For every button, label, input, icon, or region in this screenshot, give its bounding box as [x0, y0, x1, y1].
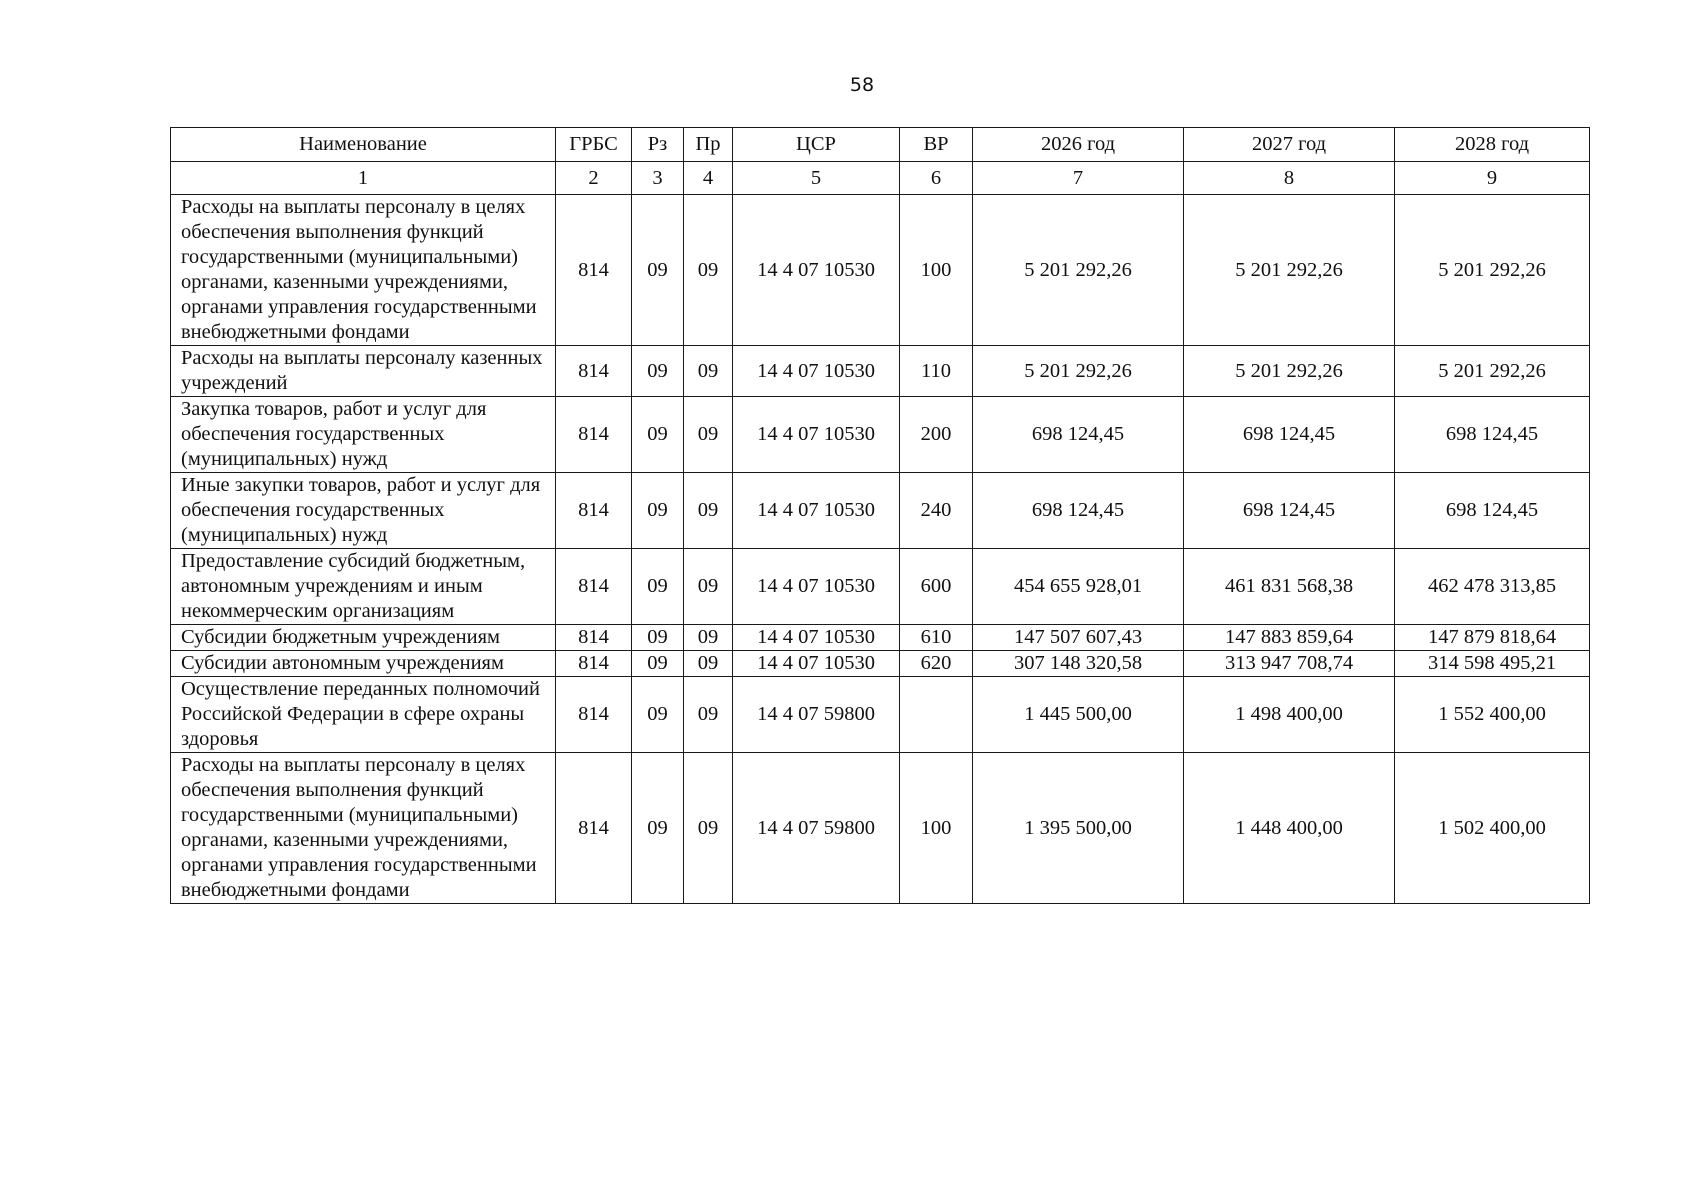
cell-grbs: 814: [556, 753, 632, 904]
cell-grbs: 814: [556, 473, 632, 549]
cell-amount-2027: 147 883 859,64: [1184, 625, 1395, 651]
cell-amount-2028: 698 124,45: [1395, 473, 1590, 549]
header-rz: Рз: [632, 128, 684, 162]
cell-rz: 09: [632, 677, 684, 753]
column-number: 8: [1184, 162, 1395, 195]
table-row: [171, 549, 1590, 625]
cell-rz: 09: [632, 473, 684, 549]
cell-name: Расходы на выплаты персоналу казенных учреждений: [171, 346, 556, 397]
table-body: [171, 162, 1590, 904]
cell-grbs: 814: [556, 397, 632, 473]
cell-name: Осуществление переданных полномочий Российской Федерации в сфере охраны здоровья: [171, 677, 556, 753]
column-number: 3: [632, 162, 684, 195]
cell-amount-2028: 314 598 495,21: [1395, 651, 1590, 677]
cell-csr: 14 4 07 10530: [733, 397, 900, 473]
cell-grbs: 814: [556, 195, 632, 346]
cell-vr: 100: [900, 753, 973, 904]
cell-amount-2027: 5 201 292,26: [1184, 346, 1395, 397]
cell-amount-2027: 1 448 400,00: [1184, 753, 1395, 904]
cell-amount-2027: 461 831 568,38: [1184, 549, 1395, 625]
cell-pr: 09: [684, 753, 733, 904]
column-number: 5: [733, 162, 900, 195]
column-number: 4: [684, 162, 733, 195]
cell-vr: [900, 677, 973, 753]
cell-name: Предоставление субсидий бюджетным, автономным учреждениям и иным некоммерческим организациям: [171, 549, 556, 625]
header-pr: Пр: [684, 128, 733, 162]
cell-rz: 09: [632, 346, 684, 397]
cell-grbs: 814: [556, 677, 632, 753]
cell-amount-2028: 698 124,45: [1395, 397, 1590, 473]
table-header: [171, 128, 1590, 162]
cell-pr: 09: [684, 651, 733, 677]
header-csr: ЦСР: [733, 128, 900, 162]
cell-amount-2026: 454 655 928,01: [973, 549, 1184, 625]
cell-amount-2026: 5 201 292,26: [973, 195, 1184, 346]
budget-table: [170, 127, 1590, 904]
cell-amount-2026: 5 201 292,26: [973, 346, 1184, 397]
cell-name: Субсидии бюджетным учреждениям: [171, 625, 556, 651]
cell-amount-2028: 147 879 818,64: [1395, 625, 1590, 651]
cell-csr: 14 4 07 10530: [733, 473, 900, 549]
cell-vr: 240: [900, 473, 973, 549]
cell-amount-2026: 147 507 607,43: [973, 625, 1184, 651]
cell-grbs: 814: [556, 625, 632, 651]
cell-rz: 09: [632, 625, 684, 651]
cell-amount-2027: 698 124,45: [1184, 397, 1395, 473]
cell-amount-2028: 5 201 292,26: [1395, 346, 1590, 397]
header-year-2027: 2027 год: [1184, 128, 1395, 162]
cell-vr: 600: [900, 549, 973, 625]
cell-vr: 620: [900, 651, 973, 677]
header-row: [171, 128, 1590, 162]
cell-csr: 14 4 07 59800: [733, 753, 900, 904]
cell-rz: 09: [632, 397, 684, 473]
header-year-2028: 2028 год: [1395, 128, 1590, 162]
cell-amount-2026: 698 124,45: [973, 473, 1184, 549]
column-number: 9: [1395, 162, 1590, 195]
cell-csr: 14 4 07 10530: [733, 625, 900, 651]
cell-csr: 14 4 07 10530: [733, 195, 900, 346]
cell-name: Закупка товаров, работ и услуг для обеспечения государственных (муниципальных) нужд: [171, 397, 556, 473]
header-year-2026: 2026 год: [973, 128, 1184, 162]
cell-name: Расходы на выплаты персоналу в целях обеспечения выполнения функций государственными (муниципальными) органами, казенными учреждениями, органами управления государственными внебюджетными фондами: [171, 195, 556, 346]
header-grbs: ГРБС: [556, 128, 632, 162]
cell-grbs: 814: [556, 549, 632, 625]
cell-pr: 09: [684, 473, 733, 549]
cell-rz: 09: [632, 651, 684, 677]
cell-vr: 110: [900, 346, 973, 397]
cell-rz: 09: [632, 195, 684, 346]
cell-pr: 09: [684, 677, 733, 753]
column-number: 6: [900, 162, 973, 195]
cell-amount-2027: 698 124,45: [1184, 473, 1395, 549]
cell-csr: 14 4 07 10530: [733, 549, 900, 625]
table-row: [171, 753, 1590, 904]
cell-rz: 09: [632, 753, 684, 904]
cell-pr: 09: [684, 346, 733, 397]
table-row: [171, 195, 1590, 346]
table-row: [171, 346, 1590, 397]
header-vr: ВР: [900, 128, 973, 162]
cell-amount-2026: 1 445 500,00: [973, 677, 1184, 753]
page-number: 58: [849, 74, 875, 96]
cell-amount-2028: 5 201 292,26: [1395, 195, 1590, 346]
table-row: [171, 397, 1590, 473]
cell-amount-2027: 5 201 292,26: [1184, 195, 1395, 346]
cell-name: Субсидии автономным учреждениям: [171, 651, 556, 677]
cell-amount-2026: 307 148 320,58: [973, 651, 1184, 677]
column-number: 1: [171, 162, 556, 195]
cell-pr: 09: [684, 397, 733, 473]
header-name: Наименование: [171, 128, 556, 162]
table-row: [171, 625, 1590, 651]
cell-pr: 09: [684, 195, 733, 346]
cell-amount-2028: 462 478 313,85: [1395, 549, 1590, 625]
cell-amount-2026: 698 124,45: [973, 397, 1184, 473]
table-row: [171, 651, 1590, 677]
cell-amount-2027: 1 498 400,00: [1184, 677, 1395, 753]
cell-amount-2028: 1 502 400,00: [1395, 753, 1590, 904]
cell-csr: 14 4 07 10530: [733, 346, 900, 397]
column-number-row: [171, 162, 1590, 195]
cell-vr: 200: [900, 397, 973, 473]
column-number: 7: [973, 162, 1184, 195]
column-number: 2: [556, 162, 632, 195]
table-row: [171, 473, 1590, 549]
cell-name: Расходы на выплаты персоналу в целях обеспечения выполнения функций государственными (муниципальными) органами, казенными учреждениями, органами управления государственными внебюджетными фондами: [171, 753, 556, 904]
cell-csr: 14 4 07 59800: [733, 677, 900, 753]
cell-grbs: 814: [556, 651, 632, 677]
cell-amount-2028: 1 552 400,00: [1395, 677, 1590, 753]
cell-pr: 09: [684, 549, 733, 625]
cell-vr: 100: [900, 195, 973, 346]
cell-grbs: 814: [556, 346, 632, 397]
table-row: [171, 677, 1590, 753]
cell-vr: 610: [900, 625, 973, 651]
cell-csr: 14 4 07 10530: [733, 651, 900, 677]
cell-amount-2027: 313 947 708,74: [1184, 651, 1395, 677]
cell-pr: 09: [684, 625, 733, 651]
cell-name: Иные закупки товаров, работ и услуг для обеспечения государственных (муниципальных) нужд: [171, 473, 556, 549]
cell-amount-2026: 1 395 500,00: [973, 753, 1184, 904]
cell-rz: 09: [632, 549, 684, 625]
